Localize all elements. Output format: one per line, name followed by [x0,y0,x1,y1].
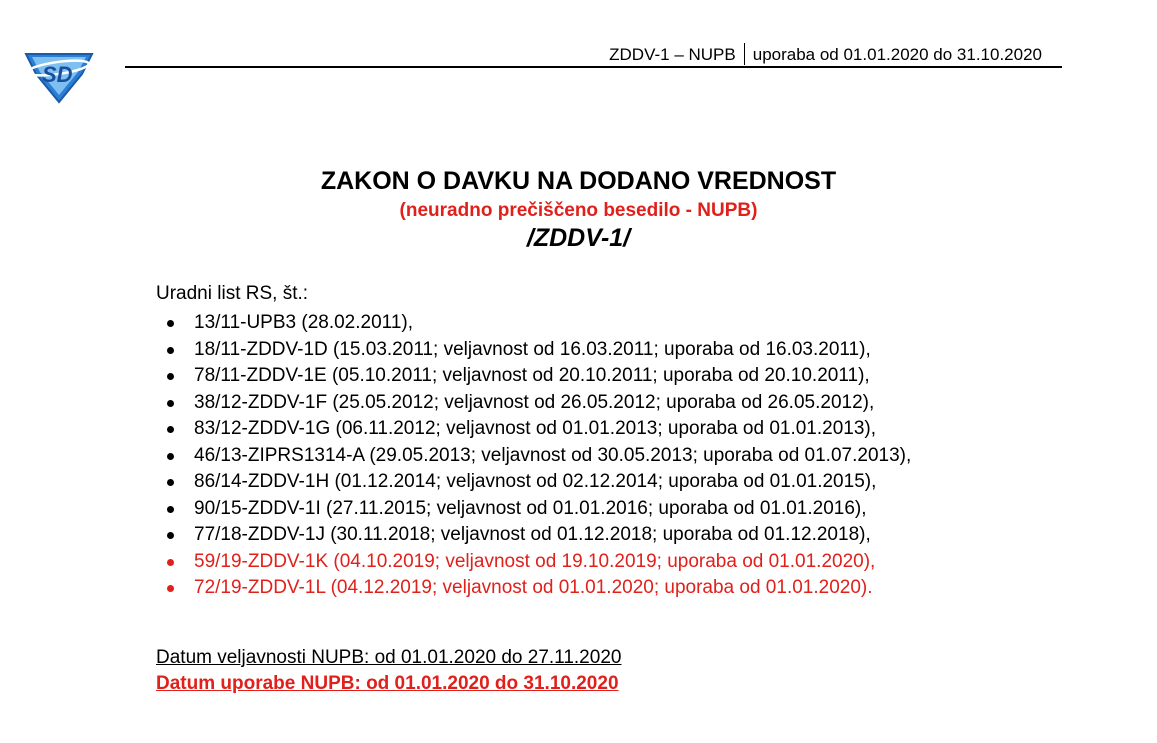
sd-shield-logo-icon [22,46,96,104]
amendment-item: 77/18-ZDDV-1J (30.11.2018; veljavnost od 01.12.2018; uporaba od 01.12.2018), [156,522,1036,549]
amendment-item: 46/13-ZIPRS1314-A (29.05.2013; veljavnost od 30.05.2013; uporaba od 01.07.2013), [156,443,1036,470]
amendment-item: 86/14-ZDDV-1H (01.12.2014; veljavnost od 02.12.2014; uporaba od 01.01.2015), [156,469,1036,496]
amendment-item: 72/19-ZDDV-1L (04.12.2019; veljavnost od 01.01.2020; uporaba od 01.01.2020). [156,575,1036,602]
header-separator [744,43,745,65]
header-rule [125,66,1062,68]
amendment-item: 13/11-UPB3 (28.02.2011), [156,310,1036,337]
document-subtitle: (neuradno prečiščeno besedilo - NUPB) [399,200,758,221]
gazette-label: Uradni list RS, št.: [156,283,309,304]
amendment-item: 38/12-ZDDV-1F (25.05.2012; veljavnost od 26.05.2012; uporaba od 26.05.2012), [156,390,1036,417]
page-header [609,43,1042,65]
doc-code: ZDDV-1 – NUPB [609,45,736,64]
amendment-item: 18/11-ZDDV-1D (15.03.2011; veljavnost od 16.03.2011; uporaba od 16.03.2011), [156,337,1036,364]
amendment-item: 83/12-ZDDV-1G (06.11.2012; veljavnost od 01.01.2013; uporaba od 01.01.2013), [156,416,1036,443]
usage-range: uporaba od 01.01.2020 do 31.10.2020 [752,45,1042,64]
amendment-list [156,310,1036,602]
document-title: ZAKON O DAVKU NA DODANO VREDNOST [320,167,837,195]
svg-text:SD: SD [42,62,73,87]
use-date: Datum uporabe NUPB: od 01.01.2020 do 31.10.2020 [156,673,619,694]
amendment-item: 90/15-ZDDV-1I (27.11.2015; veljavnost od 01.01.2016; uporaba od 01.01.2016), [156,496,1036,523]
document-abbreviation: /ZDDV-1/ [526,224,631,252]
amendment-item: 59/19-ZDDV-1K (04.10.2019; veljavnost od 19.10.2019; uporaba od 01.01.2020), [156,549,1036,576]
validity-date: Datum veljavnosti NUPB: od 01.01.2020 do 27.11.2020 [156,647,622,668]
amendment-item: 78/11-ZDDV-1E (05.10.2011; veljavnost od 20.10.2011; uporaba od 20.10.2011), [156,363,1036,390]
